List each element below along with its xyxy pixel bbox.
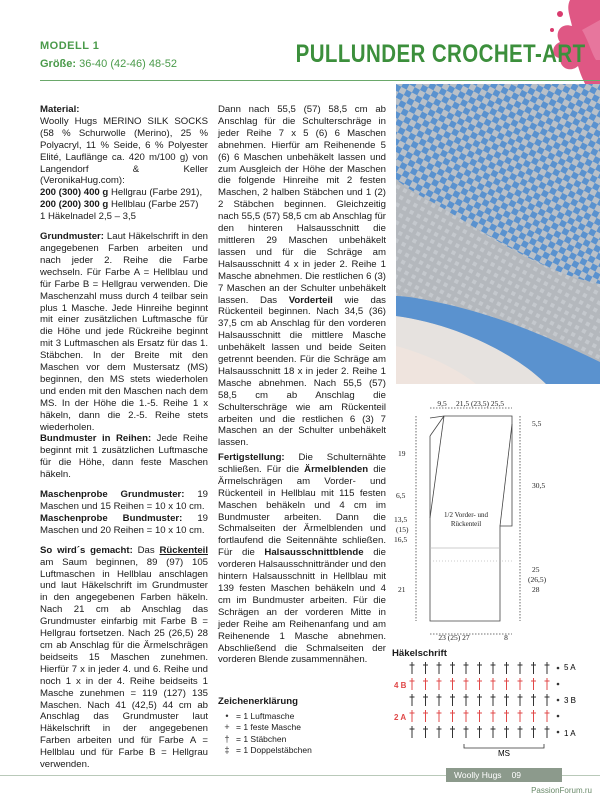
schematic-label-1: 1/2 Vorder- und [444,511,488,519]
legend-item [218,722,388,733]
finishing-heading: Fertigstellung: [218,452,285,463]
yarn-color-grey: Hellgrau (Farbe 291), [108,187,203,199]
legend-text: = 1 Stäbchen [236,733,287,744]
row-label-1a: 1 A [564,729,576,738]
size-info [40,58,177,70]
hook-size: 1 Häkelnadel 2,5 – 3,5 [40,211,137,223]
dim-right-4: (26,5) [528,575,547,584]
dim-left-2: 6,5 [396,491,406,500]
v-neck-line [430,416,444,518]
dim-left-3: 13,5 [394,515,408,524]
finishing-text-a: Die Schulternähte schließen. Für die [218,452,386,475]
legend-text: = 1 feste Masche [236,722,301,733]
chain-dot [557,731,560,734]
treble-crochet-icon: ‡ [224,744,230,755]
dim-right-2: 30,5 [532,481,546,490]
footer-tag [446,768,562,782]
finishing-text-c: die vorderen Halsausschnittränder und den hintern Halsausschnitt in Hellblau mit 139 festen Maschen behäkeln und 4 cm im Bundmuster arbeiten. Für die Schrägen an der vorderen Mitte in jeder Reihe am Reihenanfang und am Reihenende 1 Masche abnehmen. Abschließend die Schmalseiten der vorderen Blende zusammennähen. [218,547,387,666]
yarn-color-blue: Hellblau (Farbe 257) [108,199,199,211]
product-photo [396,84,600,384]
pattern-repeat-label: MS [498,749,510,758]
page-title: PULLUNDER CROCHET-ART [296,40,586,68]
chain-stitch-icon: • [225,711,229,722]
row-label-5a: 5 A [564,663,576,672]
model-number: MODELL 1 [40,40,100,52]
dim-right-3: 25 [532,565,540,574]
legend-item [218,745,388,756]
source-watermark: PassionForum.ru [531,786,592,795]
dim-bottom-1: 23 (25) 27 [438,633,470,642]
dim-right-5: 28 [532,585,540,594]
material-text: Woolly Hugs MERINO SILK SOCKS (58 % Schurwolle (Merino), 25 % Polyacryl, 11 % Seide, 6 % Polyester Elité, Lauflänge ca. 420 m/100 g) von Langendorf & Keller (VeronikaHug.com): [40,115,208,187]
front-piece-label: Vorderteil [288,294,333,306]
schematic-label-2: Rückenteil [450,520,482,528]
instructions-column-2 [218,104,386,449]
material-heading: Material: [40,104,80,115]
legend-text: = 1 Doppelstäbchen [236,744,312,755]
page-number: 09 [511,770,522,780]
yarn-amount-blue: 200 (200) 300 g [40,199,109,211]
instructions-column-3 [218,452,386,666]
row-label-4b: 4 B [394,681,407,690]
dim-top-2: 21,5 (23,5) 25,5 [455,399,505,408]
dim-top-1: 9,5 [437,399,447,408]
yarn-amount-grey: 200 (300) 400 g [40,187,109,199]
header-divider [40,80,600,81]
dim-bottom-2: 8 [504,633,508,642]
front-piece-text: wie das Rückenteil beginnen. Nach 34,5 (36) 37,5 cm ab Anschlag für den vorderen Halsausschnitt die mittlere Masche unbehäkelt lassen und beide Seiten getrennt beenden. Für die Schräge am Halsausschnitt 18 x in jeder 2. Reihe 1 Masche abnehmen. Nach 55,5 (57) 58,5 cm ab Anschlag die Schulterschräge wie am Rückenteil arbeiten und die restlichen 6 (3) 7 Maschen an der Schulter unbehäkelt lassen. [218,294,386,449]
row-label-2a: 2 A [394,713,407,722]
row-label-3b: 3 B [564,696,577,705]
finishing-text-b: die Ärmelschrägen am Vorder- und Rückenteil in Hellblau mit 115 festen Maschen behäkeln und 4 cm im Bundmuster arbeiten. Dann die Schmalseiten der Ärmelblenden und fortlaufend die Seitennähte schließen. Für die [218,463,386,559]
grundmuster-text: Laut Häkelschrift in den angegebenen Farben arbeiten und nach jeder 2. Reihe die Farbe wechseln. Für Farbe A = Hellblau und für Farbe B = Hellgrau verwenden. Die Maschenzahl muss durch 4 teilbar sein plus 1 Masche. Jede Hinreihe beginnt mit einer zusätzlichen Luftmasche für die Höhe und jede Rückreihe beginnt mit 3 Luftmaschen als Ersatz für das 1. Stäbchen. In der Breite mit den Maschen vor dem Mustersatz (MS) beginnen, den MS stets wiederholen und enden mit den Maschen nach dem MS. In der Höhe die 1.-5. Reihe 1 x häkeln, dann die 2.-5. Reihe stets wiederholen. [40,231,208,433]
chain-dot [557,667,560,670]
instructions-heading: So wird´s gemacht: [40,544,133,556]
legend-item [218,711,388,722]
dim-left-1: 19 [398,449,406,458]
brand-name: Woolly Hugs [454,770,502,780]
crochet-chart [392,660,600,770]
dim-left-6: 21 [398,585,406,594]
size-value: 36-40 (42-46) 48-52 [79,58,177,70]
size-label: Größe: [40,58,77,70]
pattern-repeat-bracket [464,744,544,748]
armband-label: Ärmelblenden [304,463,369,475]
armhole-line [500,424,512,526]
double-crochet-icon: † [224,733,230,744]
page-footer [0,766,600,784]
dim-left-5: 16,5 [394,535,408,544]
grundmuster-heading: Grundmuster: [40,231,104,243]
neckband-label: Halsausschnittblende [264,547,364,559]
back-piece-text: am Saum beginnen, 89 (97) 105 Luftmaschen in Hellblau anschlagen und laut Häkelschrift im Grundmuster in den angegebenen Farben häkeln. Nach 21 cm ab Anschlag das Grundmuster einfarbig mit Farbe B = Hellgrau fortsetzen. Nach 25 (26,5) 28 cm ab Anschlag für die Ärmelschrägen beidseits 15 Maschen zunehmen. Hierfür 7 x in jeder 4. und 6. Reihe und noch 1 x in der 4. Reihe beidseits 1 Masche zunehmen = 119 (127) 135 Maschen. Nach 41 (42,5) 44 cm ab Anschlag das Grundmuster laut Häkelschrift in der angegebenen Farben arbeiten und für Farbe A = Hellblau und für Farbe B = Hellgrau verwenden. [40,556,208,771]
crochet-fabric-image [396,84,600,384]
gauge-pattern-text: 19 Maschen und 15 Reihen = 10 x 10 cm. [40,489,208,512]
legend-text: = 1 Luftmasche [236,711,295,722]
gauge-rib-heading: Maschenprobe Bundmuster: [40,512,183,524]
gauge-rib-text: 19 Maschen und 20 Reihen = 10 x 10 cm. [40,512,208,536]
chain-dot [557,715,560,718]
single-crochet-icon: + [224,722,230,733]
chain-dot [557,699,560,702]
bundmuster-text: Jede Reihe beginnt mit 1 zusätzlichen Luftmasche für die Höhe, dann feste Maschen häkeln. [40,433,208,481]
instructions-connector: Das [132,544,160,556]
chain-dot [557,683,560,686]
dim-right-1: 5,5 [532,419,542,428]
crochet-chart-title: Häkelschrift [392,648,447,659]
symbol-legend [218,696,388,756]
gauge-pattern-heading: Maschenprobe Grundmuster: [40,489,185,501]
shoulder-text: Dann nach 55,5 (57) 58,5 cm ab Anschlag für die Schulterschräge in jeder Reihe 7 x 5 (6) 6 Maschen abnehmen. Hierfür am Reihenende 5 (6) 6 Maschen unbehäkelt lassen und zum Ausgleich der Höhe der Maschen die folgende Hinreihe mit 2 festen Maschen, 2 halben Stäbchen und 1 (2) 2 Stäbchen beginnen. Gleichzeitig nach 55,5 (57) 58,5 cm ab Anschlag für den hinteren Halsausschnitt die mittleren 29 Maschen unbehäkelt lassen und für die Schräge am Halsausschnitt 4 x in jeder 2. Reihe 1 Masche abnehmen. Die restlichen 6 (3) 7 Maschen an der Schulter unbehäkelt lassen. Das [218,104,386,306]
garment-schematic [392,396,600,646]
legend-item [218,734,388,745]
dim-left-4: (15) [396,525,409,534]
bundmuster-heading: Bundmuster in Reihen: [40,433,152,445]
back-piece-label: Rückenteil [159,544,208,556]
legend-title: Zeichenerklärung [218,696,298,707]
instructions-column-1 [40,104,208,771]
